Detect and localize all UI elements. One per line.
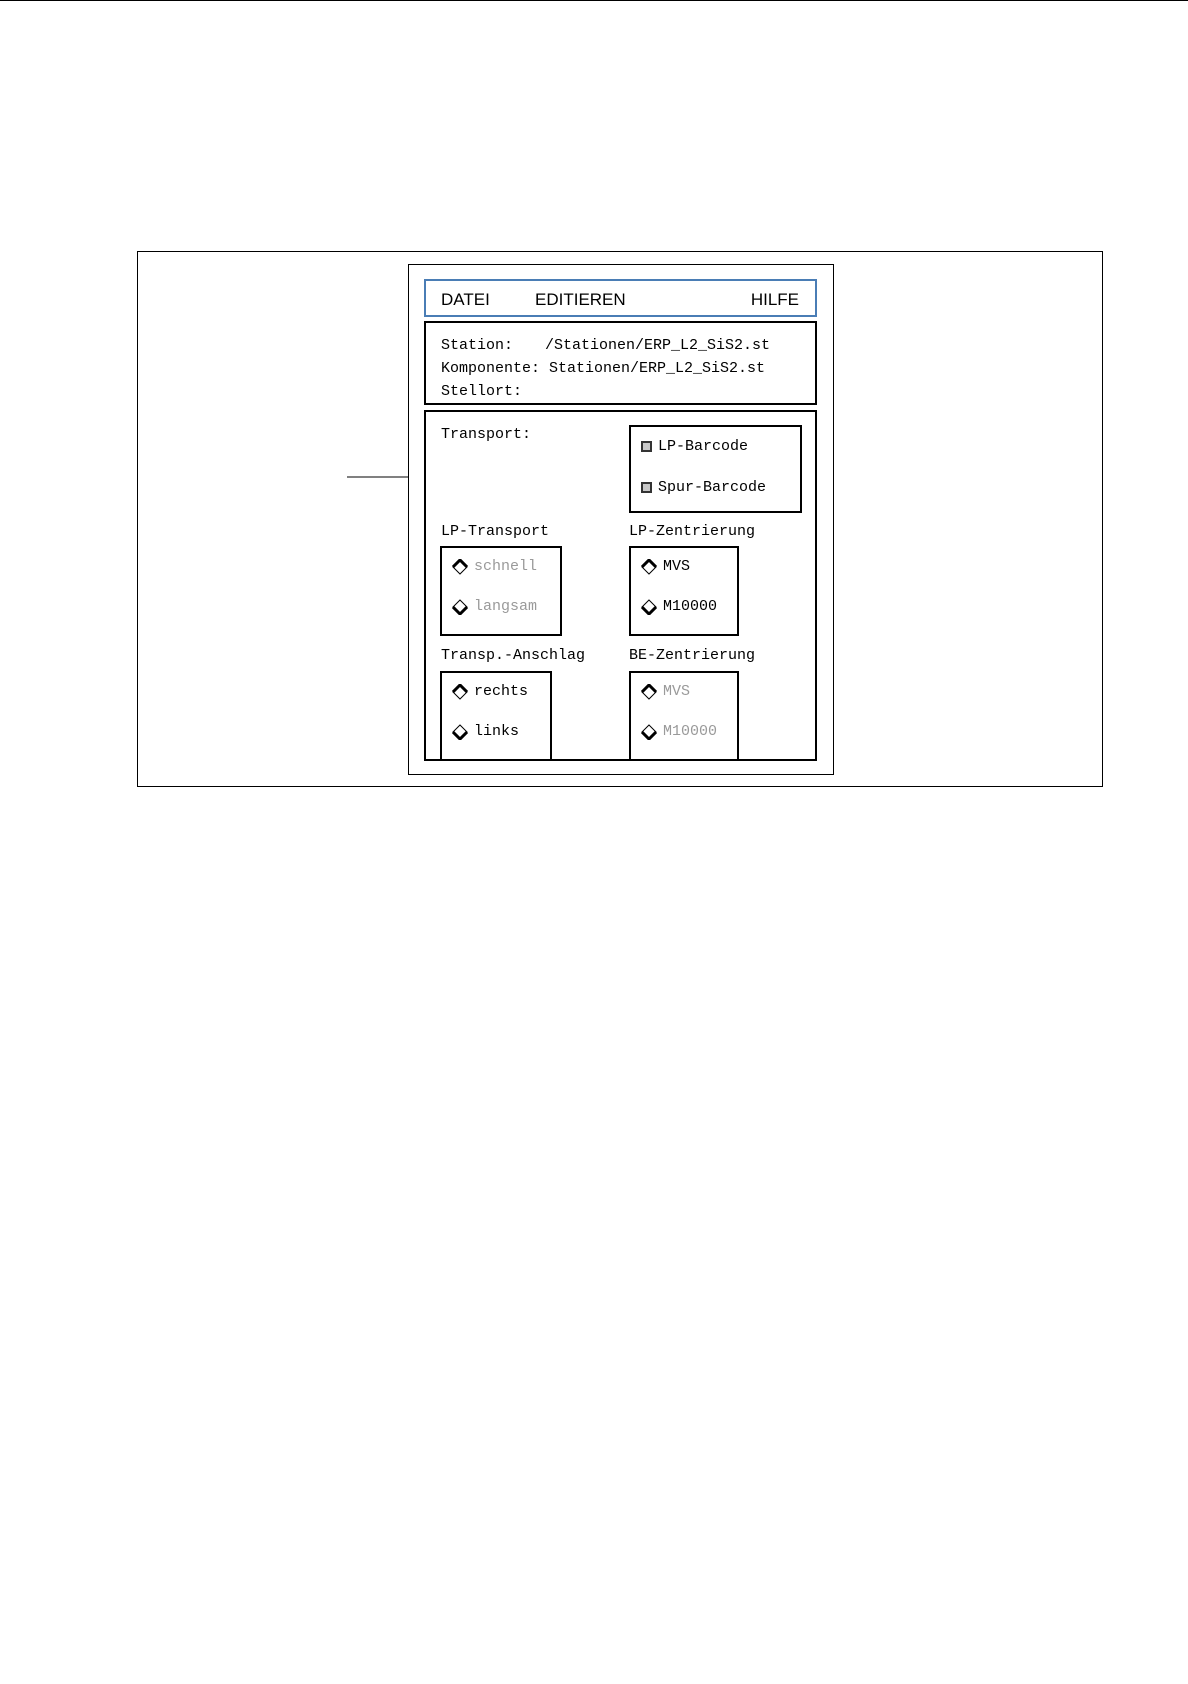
komponente-row <box>441 360 765 377</box>
lp-zentrierung-box <box>629 546 739 636</box>
radio-diamond-selected-icon <box>641 559 657 575</box>
radio-be-zentrierung-mvs[interactable] <box>641 683 690 700</box>
app-window <box>408 264 834 775</box>
radio-diamond-unselected-icon <box>452 599 468 615</box>
radio-diamond-unselected-icon <box>641 724 657 740</box>
radio-anschlag-links[interactable] <box>452 723 519 740</box>
lp-zentrierung-m10000-label: M10000 <box>663 598 718 615</box>
station-label: Station: <box>441 337 514 354</box>
transp-anschlag-label: Transp.-Anschlag <box>441 647 586 664</box>
menu-editieren[interactable]: EDITIEREN <box>535 290 626 309</box>
komponente-value: Stationen/ERP_L2_SiS2.st <box>549 360 766 377</box>
station-value: /Stationen/ERP_L2_SiS2.st <box>545 337 771 354</box>
transport-box <box>629 425 802 513</box>
checkbox-lp-barcode[interactable] <box>641 438 748 455</box>
station-row <box>441 337 770 354</box>
lp-transport-langsam-label: langsam <box>474 598 538 615</box>
radio-diamond-selected-icon <box>452 559 468 575</box>
lp-transport-schnell-label: schnell <box>474 558 538 575</box>
radio-diamond-selected-icon <box>641 684 657 700</box>
radio-be-zentrierung-m10000[interactable] <box>641 723 717 740</box>
be-zentrierung-box <box>629 671 739 761</box>
komponente-label: Komponente: <box>441 360 541 377</box>
transp-anschlag-box <box>440 671 552 761</box>
lp-zentrierung-label: LP-Zentrierung <box>629 523 756 540</box>
radio-diamond-unselected-icon <box>452 724 468 740</box>
radio-lp-transport-langsam[interactable] <box>452 598 537 615</box>
info-panel <box>424 321 817 405</box>
radio-diamond-selected-icon <box>452 684 468 700</box>
menu-hilfe[interactable]: HILFE <box>750 290 799 309</box>
anschlag-links-label: links <box>474 723 520 740</box>
be-zentrierung-mvs-label: MVS <box>663 683 691 700</box>
stellort-label: Stellort: <box>441 383 523 400</box>
transport-label: Transport: <box>441 426 532 443</box>
lp-transport-box <box>440 546 562 636</box>
spur-barcode-checkbox-icon[interactable] <box>641 482 652 493</box>
radio-anschlag-rechts[interactable] <box>452 683 528 700</box>
radio-lp-transport-schnell[interactable] <box>452 558 537 575</box>
menu-datei[interactable]: DATEI <box>441 290 490 309</box>
menu-bar <box>424 279 817 317</box>
be-zentrierung-label: BE-Zentrierung <box>629 647 756 664</box>
spur-barcode-label: Spur-Barcode <box>658 479 767 496</box>
radio-lp-zentrierung-mvs[interactable] <box>641 558 690 575</box>
checkbox-spur-barcode[interactable] <box>641 479 766 496</box>
lp-barcode-label: LP-Barcode <box>658 438 749 455</box>
be-zentrierung-m10000-label: M10000 <box>663 723 718 740</box>
page-top-rule <box>0 0 1188 1</box>
radio-diamond-unselected-icon <box>641 599 657 615</box>
radio-lp-zentrierung-m10000[interactable] <box>641 598 717 615</box>
lp-zentrierung-mvs-label: MVS <box>663 558 691 575</box>
settings-panel <box>424 410 817 761</box>
stellort-row <box>441 383 522 400</box>
lp-transport-label: LP-Transport <box>441 523 550 540</box>
anschlag-rechts-label: rechts <box>474 683 529 700</box>
lp-barcode-checkbox-icon[interactable] <box>641 441 652 452</box>
